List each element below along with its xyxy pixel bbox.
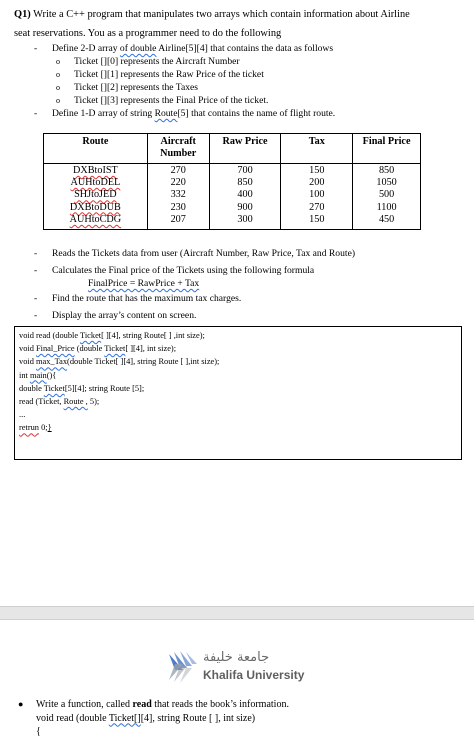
- code-line: void read (double Ticket[ ][4], string Route[ ] ,int size);: [19, 331, 205, 340]
- brace-line: {: [36, 726, 41, 737]
- question-number: Q1): [14, 9, 31, 20]
- list-item: - Calculates the Final price of the Tickets using the following formula: [34, 265, 315, 276]
- raw-price-column: 700 850 400 900 300: [209, 164, 281, 230]
- signature-line: void read (double Ticket[][4], string Route [ ], int size): [36, 712, 256, 724]
- header-tax: Tax: [281, 134, 353, 164]
- header-final-price: Final Price: [353, 134, 421, 164]
- circle-bullet-icon: o: [56, 96, 60, 105]
- tasks-list: [34, 247, 355, 326]
- question-line-2: seat reservations. You as a programmer need to do the following: [14, 28, 282, 39]
- list-item: - Define 1-D array of string Route[5] that contains the name of flight route.: [34, 108, 336, 119]
- question-intro: [14, 5, 464, 43]
- logo-arabic-text: جامعة خليفة: [203, 650, 270, 665]
- code-line: double Ticket[5][4]; string Route [5];: [19, 383, 145, 393]
- list-item: - Find the route that has the maximum tax charges.: [34, 293, 242, 304]
- header-aircraft-number: Aircraft Number: [147, 134, 209, 164]
- university-emblem-icon: [165, 650, 201, 684]
- instruction-line: Write a function, called read that reads the book’s information.: [36, 699, 289, 710]
- formula: FinalPrice = RawPrice + Tax: [88, 278, 200, 289]
- route-column: DXBtoIST AUHtoDEL SHJtoJED DXBtoDUB AUHtoCDG: [44, 164, 148, 230]
- list-item: - Display the array’s content on screen.: [34, 310, 197, 321]
- question-line-1: Write a C++ program that manipulates two arrays which contain information about Airline: [30, 9, 410, 20]
- circle-bullet-icon: o: [56, 57, 60, 66]
- document-page-2: [0, 620, 474, 746]
- sub-item: o Ticket [][0] represents the Aircraft Number: [56, 56, 240, 67]
- list-item: - Reads the Tickets data from user (Aircraft Number, Raw Price, Tax and Route): [34, 248, 356, 259]
- circle-bullet-icon: o: [56, 70, 60, 79]
- code-line: void Final_Price (double Ticket[ ][4], int size);: [19, 344, 177, 354]
- sub-item: o Ticket [][2] represents the Taxes: [56, 82, 199, 93]
- code-line: int main(){: [19, 370, 57, 380]
- code-line: read (Ticket, Route , 5);: [19, 397, 100, 407]
- sub-item: o Ticket [][3] represents the Final Price of the ticket.: [56, 95, 269, 106]
- code-line: void max_Tax(double Ticket[ ][4], string Route [ ],int size);: [19, 357, 220, 367]
- code-line: ...: [19, 410, 26, 420]
- code-line: retrun 0;}: [19, 423, 52, 433]
- header-raw-price: Raw Price: [209, 134, 281, 164]
- logo-english-text: Khalifa University: [203, 668, 305, 682]
- list-item: - Define 2-D array of double Airline[5][4] that contains the data as follows: [34, 43, 334, 54]
- khalifa-university-logo: [165, 650, 315, 686]
- page-separator: [0, 606, 474, 620]
- requirements-list: [34, 42, 335, 120]
- aircraft-column: 270 220 332 230 207: [147, 164, 209, 230]
- sub-item: o Ticket [][1] represents the Raw Price of the ticket: [56, 69, 264, 80]
- bullet-icon: ●: [18, 699, 24, 709]
- tax-column: 150 200 100 270 150: [281, 164, 353, 230]
- code-block: [14, 326, 462, 460]
- header-route: Route: [44, 134, 148, 164]
- function-instructions: [18, 698, 289, 739]
- final-price-column: 850 1050 500 1100 450: [353, 164, 421, 230]
- circle-bullet-icon: o: [56, 83, 60, 92]
- tickets-table: [43, 133, 421, 230]
